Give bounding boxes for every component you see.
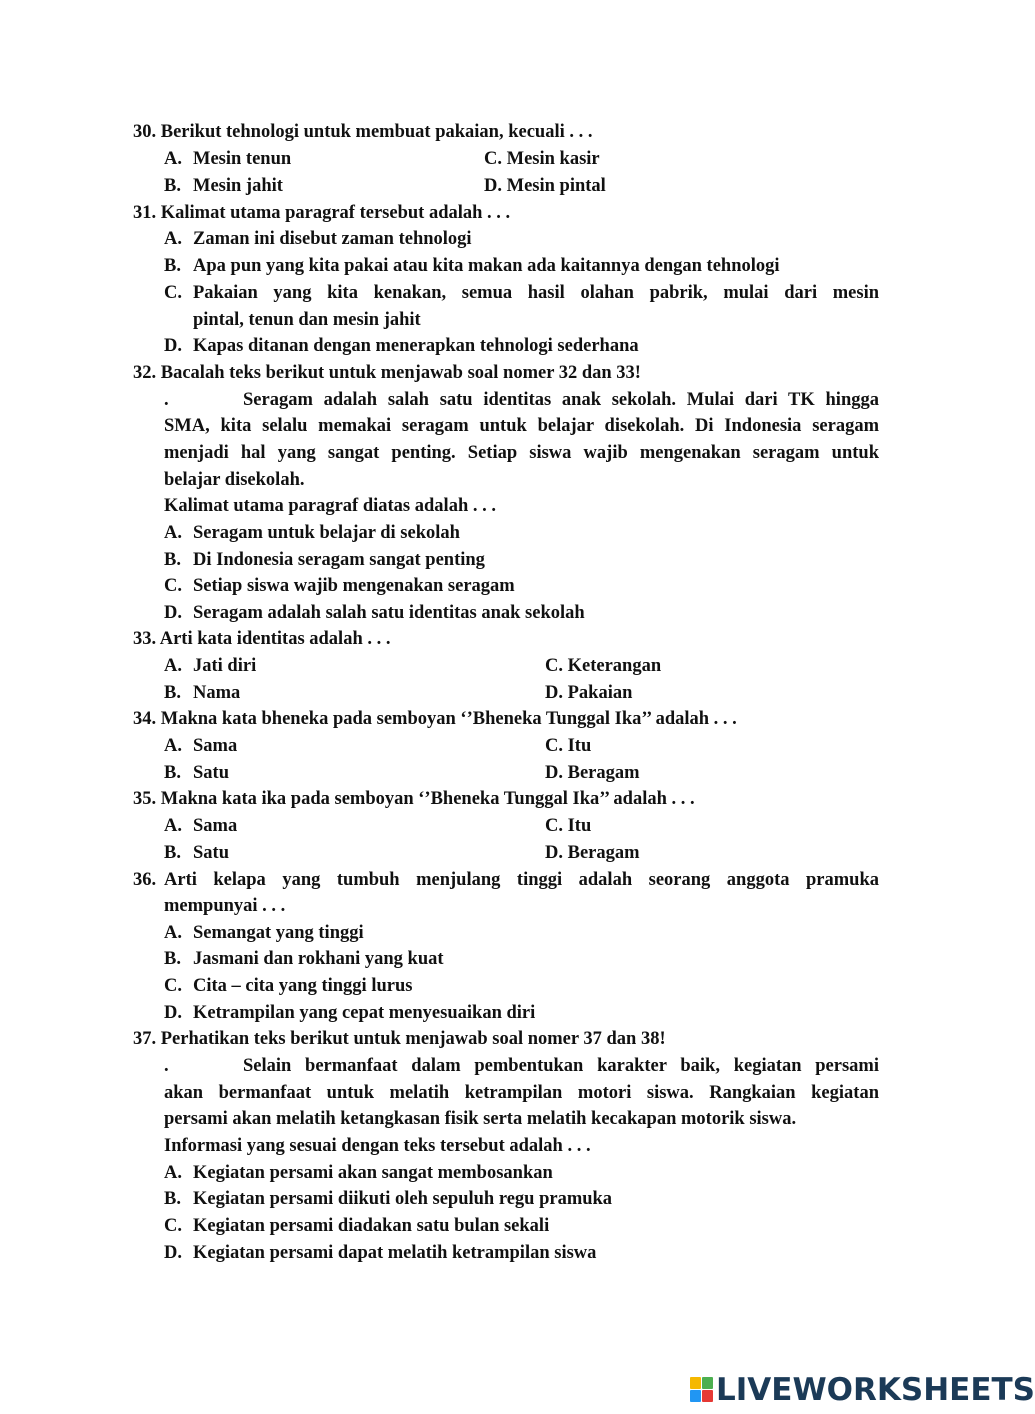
passage-32-line-2: SMA, kita selalu memakai seragam untuk belajar disekolah. Di Indonesia seragam bbox=[164, 416, 879, 436]
question-32: 32. Bacalah teks berikut untuk menjawab soal nomer 32 dan 33! bbox=[133, 363, 641, 383]
prompt-37: Informasi yang sesuai dengan teks tersebut adalah . . . bbox=[164, 1136, 591, 1156]
option-35-c: C. Itu bbox=[545, 816, 592, 836]
option-37-c-letter: C. bbox=[164, 1216, 182, 1236]
question-35: 35. Makna kata ika pada semboyan ‘’Bheneka Tunggal Ika’’ adalah . . . bbox=[133, 789, 695, 809]
option-35-b: Satu bbox=[193, 843, 229, 863]
option-33-a: Jati diri bbox=[193, 656, 257, 676]
option-32-d: Seragam adalah salah satu identitas anak sekolah bbox=[193, 603, 585, 623]
logo-square-blue bbox=[690, 1390, 701, 1402]
option-37-a-letter: A. bbox=[164, 1163, 182, 1183]
option-30-c: C. Mesin kasir bbox=[484, 149, 600, 169]
option-37-a: Kegiatan persami akan sangat membosankan bbox=[193, 1163, 553, 1183]
option-35-b-letter: B. bbox=[164, 843, 181, 863]
option-36-a: Semangat yang tinggi bbox=[193, 923, 364, 943]
option-34-c: C. Itu bbox=[545, 736, 592, 756]
option-33-a-letter: A. bbox=[164, 656, 182, 676]
question-37: 37. Perhatikan teks berikut untuk menjawab soal nomer 37 dan 38! bbox=[133, 1029, 666, 1049]
option-31-a-letter: A. bbox=[164, 229, 182, 249]
option-35-a: Sama bbox=[193, 816, 238, 836]
passage-37-line-2: akan bermanfaat untuk melatih ketrampilan motori siswa. Rangkaian kegiatan bbox=[164, 1083, 879, 1103]
prompt-32: Kalimat utama paragraf diatas adalah . . . bbox=[164, 496, 496, 516]
option-33-b-letter: B. bbox=[164, 683, 181, 703]
option-32-c: Setiap siswa wajib mengenakan seragam bbox=[193, 576, 515, 596]
passage-32-line-3: menjadi hal yang sangat penting. Setiap siswa wajib mengenakan seragam untuk bbox=[164, 443, 879, 463]
logo-square-yellow bbox=[690, 1377, 701, 1389]
option-32-a: Seragam untuk belajar di sekolah bbox=[193, 523, 460, 543]
question-36-number: 36. bbox=[133, 870, 157, 890]
option-33-c: C. Keterangan bbox=[545, 656, 662, 676]
option-36-c-letter: C. bbox=[164, 976, 182, 996]
option-31-b-letter: B. bbox=[164, 256, 181, 276]
question-33: 33. Arti kata identitas adalah . . . bbox=[133, 629, 391, 649]
option-30-b: Mesin jahit bbox=[193, 176, 283, 196]
question-36-line-1: Arti kelapa yang tumbuh menjulang tinggi adalah seorang anggota pramuka bbox=[164, 870, 879, 890]
option-34-b: Satu bbox=[193, 763, 229, 783]
passage-32-line-4: belajar disekolah. bbox=[164, 470, 305, 490]
logo-square-red bbox=[702, 1390, 713, 1402]
option-32-b: Di Indonesia seragam sangat penting bbox=[193, 550, 485, 570]
option-30-d: D. Mesin pintal bbox=[484, 176, 606, 196]
option-37-b: Kegiatan persami diikuti oleh sepuluh regu pramuka bbox=[193, 1189, 613, 1209]
option-36-a-letter: A. bbox=[164, 923, 182, 943]
option-31-d: Kapas ditanan dengan menerapkan tehnologi sederhana bbox=[193, 336, 639, 356]
passage-32-line-1: Seragam adalah salah satu identitas anak sekolah. Mulai dari TK hingga bbox=[243, 390, 879, 410]
liveworksheets-logo-text: LIVEWORKSHEETS bbox=[716, 1372, 1035, 1408]
option-32-c-letter: C. bbox=[164, 576, 182, 596]
option-31-d-letter: D. bbox=[164, 336, 182, 356]
option-30-a-letter: A. bbox=[164, 149, 182, 169]
option-34-a-letter: A. bbox=[164, 736, 182, 756]
option-34-b-letter: B. bbox=[164, 763, 181, 783]
option-36-d: Ketrampilan yang cepat menyesuaikan diri bbox=[193, 1003, 536, 1023]
option-37-b-letter: B. bbox=[164, 1189, 181, 1209]
passage-37-line-1: Selain bermanfaat dalam pembentukan karakter baik, kegiatan persami bbox=[243, 1056, 879, 1076]
option-31-c-letter: C. bbox=[164, 283, 182, 303]
option-37-d-letter: D. bbox=[164, 1243, 182, 1263]
liveworksheets-logo bbox=[690, 1373, 1035, 1407]
option-33-d: D. Pakaian bbox=[545, 683, 633, 703]
question-36-line-2: mempunyai . . . bbox=[164, 896, 286, 916]
question-30: 30. Berikut tehnologi untuk membuat pakaian, kecuali . . . bbox=[133, 122, 593, 142]
option-30-a: Mesin tenun bbox=[193, 149, 292, 169]
question-31: 31. Kalimat utama paragraf tersebut adalah . . . bbox=[133, 203, 511, 223]
option-33-b: Nama bbox=[193, 683, 241, 703]
passage-37-dot: . bbox=[164, 1056, 169, 1076]
option-31-c-line-1: Pakaian yang kita kenakan, semua hasil olahan pabrik, mulai dari mesin bbox=[193, 283, 879, 303]
liveworksheets-logo-icon bbox=[690, 1377, 714, 1403]
option-36-d-letter: D. bbox=[164, 1003, 182, 1023]
option-32-a-letter: A. bbox=[164, 523, 182, 543]
option-37-d: Kegiatan persami dapat melatih ketrampilan siswa bbox=[193, 1243, 597, 1263]
question-34: 34. Makna kata bheneka pada semboyan ‘’Bheneka Tunggal Ika’’ adalah . . . bbox=[133, 709, 737, 729]
option-35-a-letter: A. bbox=[164, 816, 182, 836]
logo-square-green bbox=[702, 1377, 713, 1389]
option-30-b-letter: B. bbox=[164, 176, 181, 196]
passage-32-dot: . bbox=[164, 390, 169, 410]
option-31-b: Apa pun yang kita pakai atau kita makan ada kaitannya dengan tehnologi bbox=[193, 256, 780, 276]
option-34-d: D. Beragam bbox=[545, 763, 640, 783]
option-32-b-letter: B. bbox=[164, 550, 181, 570]
option-31-c-line-2: pintal, tenun dan mesin jahit bbox=[193, 310, 421, 330]
option-32-d-letter: D. bbox=[164, 603, 182, 623]
option-36-c: Cita – cita yang tinggi lurus bbox=[193, 976, 413, 996]
option-35-d: D. Beragam bbox=[545, 843, 640, 863]
option-31-a: Zaman ini disebut zaman tehnologi bbox=[193, 229, 472, 249]
option-34-a: Sama bbox=[193, 736, 238, 756]
option-36-b-letter: B. bbox=[164, 949, 181, 969]
option-36-b: Jasmani dan rokhani yang kuat bbox=[193, 949, 444, 969]
passage-37-line-3: persami akan melatih ketangkasan fisik serta melatih kecakapan motorik siswa. bbox=[164, 1109, 797, 1129]
option-37-c: Kegiatan persami diadakan satu bulan sekali bbox=[193, 1216, 550, 1236]
